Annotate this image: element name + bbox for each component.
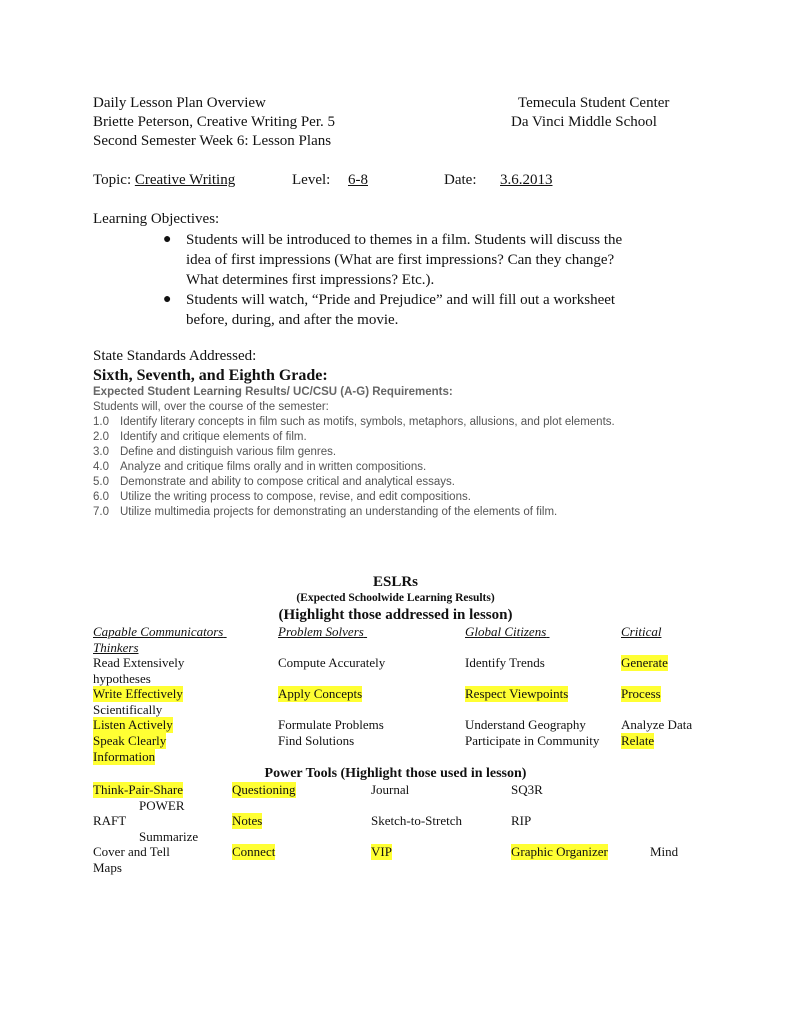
eslr-analyze-data: Analyze Data — [621, 717, 693, 732]
doc-title: Daily Lesson Plan Overview — [93, 95, 266, 111]
eslrs-title: ESLRs — [372, 574, 419, 590]
standard-item: 3.0 Define and distinguish various film genres. — [93, 446, 337, 458]
col-thinkers: Thinkers — [93, 640, 139, 655]
eslr-write-effectively: Write Effectively — [93, 686, 183, 701]
date-label: Date: — [444, 172, 477, 188]
date-value: 3.6.2013 — [500, 172, 553, 188]
eslrs-subtitle: (Expected Schoolwide Learning Results) — [296, 592, 495, 604]
eslr-compute-accurately: Compute Accurately — [278, 655, 386, 670]
eslr-identify-trends: Identify Trends — [465, 655, 545, 670]
col-problem-solvers: Problem Solvers — [278, 624, 364, 639]
center-name: Temecula Student Center — [518, 95, 670, 111]
standard-item: 2.0 Identify and critique elements of film. — [93, 431, 307, 443]
eslr-process: Process — [621, 686, 661, 701]
school-name: Da Vinci Middle School — [511, 114, 657, 130]
tool-sketch-to-stretch: Sketch-to-Stretch — [371, 813, 462, 828]
bullet-icon: ● — [163, 292, 172, 307]
standard-item: 6.0 Utilize the writing process to compose, revise, and edit compositions. — [93, 491, 471, 503]
standard-item: 7.0 Utilize multimedia projects for demonstrating an understanding of the elements of film. — [93, 506, 558, 518]
eslr-participate-in-community: Participate in Community — [465, 733, 600, 748]
col-critical: Critical — [621, 624, 662, 639]
teacher-line: Briette Peterson, Creative Writing Per. 5 — [93, 114, 335, 130]
eslr-hypotheses: hypotheses — [93, 671, 151, 686]
tool-notes: Notes — [232, 813, 263, 828]
col-global-citizens: Global Citizens — [465, 624, 547, 639]
eslr-find-solutions: Find Solutions — [278, 733, 355, 748]
standards-heading: State Standards Addressed: — [93, 348, 257, 364]
eslr-information: Information — [93, 749, 156, 764]
tool-connect: Connect — [232, 844, 276, 859]
standard-item: 4.0 Analyze and critique films orally and in written compositions. — [93, 461, 427, 473]
tool-questioning: Questioning — [232, 782, 296, 797]
topic-label: Topic: — [93, 172, 135, 188]
tool-power: POWER — [139, 798, 185, 813]
bullet-icon: ● — [163, 232, 172, 247]
power-tools-title: Power Tools (Highlight those used in lesson) — [264, 766, 527, 781]
eslr-understand-geography: Understand Geography — [465, 717, 586, 732]
eslr-relate: Relate — [621, 733, 655, 748]
eslr-requirements-heading: Expected Student Learning Results/ UC/CSU (A-G) Requirements: — [93, 386, 453, 398]
eslr-respect-viewpoints: Respect Viewpoints — [465, 686, 569, 701]
eslr-read-extensively: Read Extensively — [93, 655, 185, 670]
objectives-heading: Learning Objectives: — [93, 211, 220, 227]
eslr-apply-concepts: Apply Concepts — [278, 686, 363, 701]
tool-summarize: Summarize — [139, 829, 199, 844]
eslr-formulate-problems: Formulate Problems — [278, 717, 384, 732]
objective-item: ● Students will watch, “Pride and Prejudice” and will fill out a worksheet before, during, and after the movie. — [163, 292, 616, 328]
objectives-list — [163, 230, 703, 330]
tool-raft: RAFT — [93, 813, 127, 828]
eslr-speak-clearly: Speak Clearly — [93, 733, 167, 748]
tool-sq3r: SQ3R — [511, 782, 543, 797]
eslr-generate: Generate — [621, 655, 668, 670]
week-line: Second Semester Week 6: Lesson Plans — [93, 133, 332, 149]
tool-cover-and-tell: Cover and Tell — [93, 844, 170, 859]
tool-vip: VIP — [371, 844, 392, 859]
level-value: 6-8 — [348, 172, 368, 188]
tool-journal: Journal — [371, 782, 410, 797]
eslr-listen-actively: Listen Actively — [93, 717, 173, 732]
col-capable-communicators: Capable Communicators — [93, 624, 224, 639]
tool-think-pair-share: Think-Pair-Share — [93, 782, 183, 797]
level-label: Level: — [292, 172, 331, 188]
grade-heading: Sixth, Seventh, and Eighth Grade: — [93, 367, 328, 384]
tool-rip: RIP — [511, 813, 532, 828]
standards-intro: Students will, over the course of the semester: — [93, 401, 329, 413]
topic-value: Creative Writing — [134, 172, 236, 188]
standard-item: 1.0 Identify literary concepts in film such as motifs, symbols, metaphors, allusions, and plot elements. — [93, 416, 615, 428]
topic-field — [93, 171, 235, 190]
standards-list — [93, 415, 615, 520]
tool-graphic-organizer: Graphic Organizer — [511, 844, 608, 859]
tool-mind: Mind — [650, 844, 679, 859]
eslr-scientifically: Scientifically — [93, 702, 163, 717]
eslrs-instruction: (Highlight those addressed in lesson) — [278, 607, 513, 623]
standard-item: 5.0 Demonstrate and ability to compose critical and analytical essays. — [93, 476, 455, 488]
objective-item: ● Students will be introduced to themes in a film. Students will discuss the idea of first impressions (What are first impressions? Can they change? What determines first impressions? Etc.). — [163, 232, 623, 288]
tool-maps: Maps — [93, 860, 122, 875]
